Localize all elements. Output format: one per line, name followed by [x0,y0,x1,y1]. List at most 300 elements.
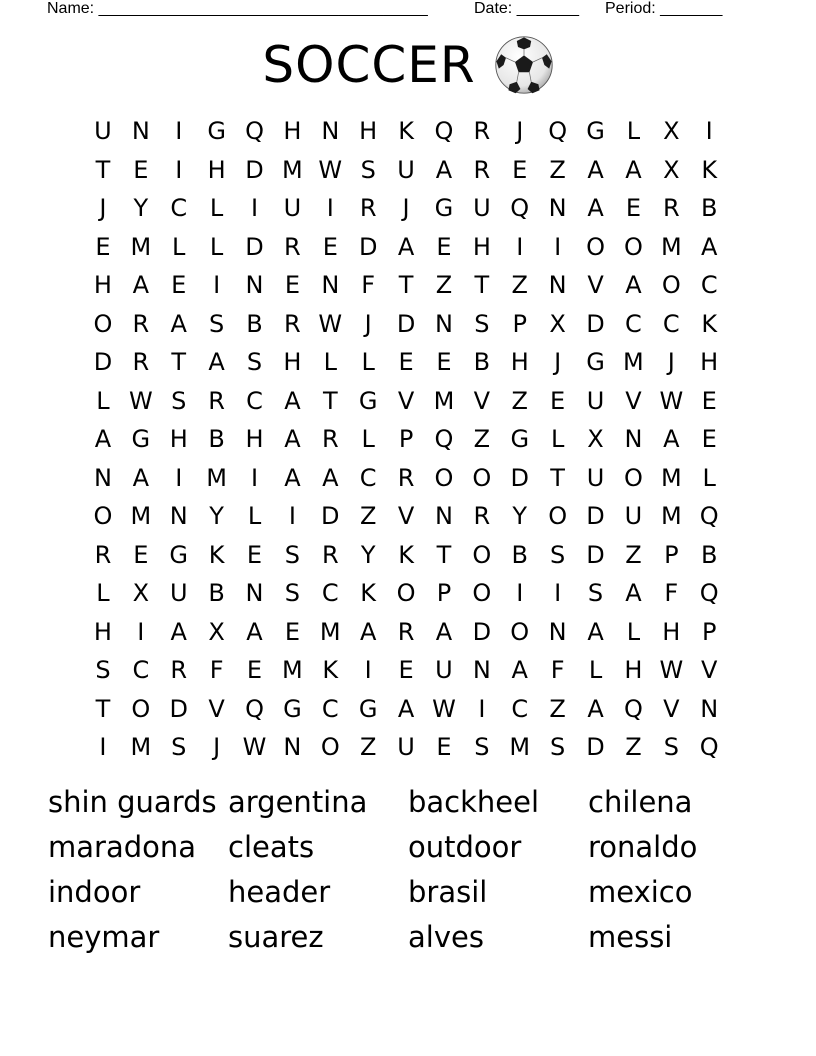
grid-letter[interactable]: R [132,348,150,377]
grid-letter[interactable]: E [701,425,717,454]
grid-letter[interactable]: Y [209,502,224,531]
grid-letter[interactable]: Q [699,579,719,608]
grid-letter[interactable]: C [359,463,377,492]
grid-letter[interactable]: E [171,271,187,300]
grid-letter[interactable]: G [434,194,454,223]
grid-letter[interactable]: K [322,656,339,685]
grid-letter[interactable]: S [171,386,187,415]
grid-letter[interactable]: N [245,271,264,300]
grid-letter[interactable]: A [94,425,112,454]
grid-letter[interactable]: A [397,694,415,723]
grid-letter[interactable]: K [208,540,225,569]
grid-letter[interactable]: A [625,271,642,300]
grid-letter[interactable]: M [660,463,682,492]
grid-letter[interactable]: Z [473,425,491,454]
grid-letter[interactable]: I [516,579,524,608]
grid-letter[interactable]: R [284,309,301,338]
grid-letter[interactable]: P [664,540,679,569]
grid-letter[interactable]: E [133,155,149,184]
grid-letter[interactable]: C [132,656,150,685]
grid-letter[interactable]: M [130,502,152,531]
grid-letter[interactable]: U [169,579,188,608]
grid-letter[interactable]: L [172,232,186,261]
grid-letter[interactable]: Z [625,540,642,569]
grid-letter[interactable]: Z [549,155,566,184]
grid-letter[interactable]: H [700,348,719,377]
grid-letter[interactable]: A [132,463,150,492]
grid-letter[interactable]: G [207,117,226,146]
grid-letter[interactable]: E [322,232,338,261]
grid-letter[interactable]: J [402,194,410,223]
grid-letter[interactable]: A [663,425,680,454]
grid-letter[interactable]: A [170,309,187,338]
grid-letter[interactable]: S [95,656,111,685]
grid-letter[interactable]: A [587,155,604,184]
grid-letter[interactable]: T [474,271,490,300]
grid-letter[interactable]: I [175,117,183,146]
grid-row [84,690,734,729]
grid-letter[interactable]: G [358,386,378,415]
grid-letter[interactable]: Z [359,502,377,531]
grid-letter[interactable]: I [250,194,259,223]
grid-letter[interactable]: D [586,540,605,569]
grid-letter[interactable]: S [587,579,604,608]
grid-letter[interactable]: I [364,656,372,685]
grid-letter[interactable]: X [549,309,566,338]
grid-letter[interactable]: E [625,194,641,223]
grid-letter[interactable]: Q [245,117,264,146]
grid-letter[interactable]: D [245,155,264,184]
grid-letter[interactable]: A [587,694,604,723]
grid-letter[interactable]: N [321,117,340,146]
grid-letter[interactable]: L [361,348,375,377]
grid-letter[interactable]: I [137,617,145,646]
grid-letter[interactable]: T [398,271,414,300]
grid-letter[interactable]: Y [360,540,376,569]
grid-letter[interactable]: S [209,309,225,338]
grid-letter[interactable]: R [284,232,301,261]
grid-letter[interactable]: T [95,694,111,723]
grid-letter[interactable]: V [587,271,604,300]
grid-letter[interactable]: B [511,540,528,569]
grid-letter[interactable]: F [664,579,679,608]
grid-letter[interactable]: O [472,579,492,608]
grid-letter[interactable]: M [319,617,341,646]
grid-letter[interactable]: H [624,656,643,685]
grid-letter[interactable]: X [663,155,680,184]
grid-letter[interactable]: V [625,386,642,415]
word-search-grid [84,112,734,767]
grid-letter[interactable]: L [550,425,565,454]
grid-letter[interactable]: H [283,348,302,377]
grid-letter[interactable]: A [587,194,604,223]
grid-letter[interactable]: R [94,540,112,569]
grid-letter[interactable]: E [246,540,263,569]
grid-letter[interactable]: D [586,309,605,338]
grid-letter[interactable]: I [516,232,524,261]
grid-letter[interactable]: B [700,540,718,569]
grid-letter[interactable]: C [625,309,642,338]
grid-letter[interactable]: M [206,463,227,492]
grid-letter[interactable]: A [511,656,528,685]
grid-letter[interactable]: L [209,232,224,261]
grid-letter[interactable]: U [397,155,415,184]
grid-letter[interactable]: O [472,463,492,492]
grid-letter[interactable]: S [284,579,301,608]
grid-letter[interactable]: Y [512,502,528,531]
grid-letter[interactable]: B [208,579,225,608]
grid-letter[interactable]: J [364,309,372,338]
grid-letter[interactable]: H [510,348,529,377]
grid-letter[interactable]: O [661,271,681,300]
grid-letter[interactable]: E [133,540,149,569]
grid-letter[interactable]: L [323,348,337,377]
grid-letter[interactable]: N [548,271,567,300]
grid-letter[interactable]: H [93,271,112,300]
grid-letter[interactable]: E [398,348,414,377]
grid-letter[interactable]: Y [133,194,149,223]
grid-letter[interactable]: R [321,425,339,454]
grid-letter[interactable]: N [93,463,112,492]
grid-letter[interactable]: I [288,502,296,531]
name-field: Name: _____________________________________ [47,0,428,17]
grid-letter[interactable]: E [284,271,300,300]
grid-letter[interactable]: U [94,117,112,146]
grid-letter[interactable]: E [512,155,528,184]
grid-letter[interactable]: I [250,463,259,492]
grid-letter[interactable]: J [554,348,562,377]
grid-letter[interactable]: O [623,463,643,492]
grid-letter[interactable]: F [550,656,565,685]
grid-letter[interactable]: G [586,117,605,146]
grid-letter[interactable]: P [436,579,452,608]
grid-letter[interactable]: C [700,271,718,300]
grid-letter[interactable]: T [550,463,565,492]
grid-letter[interactable]: M [282,656,303,685]
grid-letter[interactable]: D [93,348,113,377]
grid-letter[interactable]: H [359,117,378,146]
grid-letter[interactable]: C [170,194,188,223]
grid-letter[interactable]: K [398,117,414,146]
grid-letter[interactable]: O [623,232,643,261]
grid-letter[interactable]: A [284,425,301,454]
grid-letter[interactable]: D [245,232,264,261]
grid-letter[interactable]: G [586,348,605,377]
grid-letter[interactable]: V [397,386,415,415]
grid-letter[interactable]: X [663,117,680,146]
grid-letter[interactable]: E [398,656,414,685]
grid-letter[interactable]: O [396,579,416,608]
grid-letter[interactable]: N [283,733,302,762]
grid-row [84,651,734,690]
grid-letter[interactable]: X [587,425,604,454]
grid-letter[interactable]: N [434,502,453,531]
grid-letter[interactable]: C [321,579,339,608]
grid-row [84,420,734,459]
grid-letter[interactable]: V [663,694,680,723]
grid-letter[interactable]: R [170,656,188,685]
grid-letter[interactable]: Z [435,271,453,300]
grid-letter[interactable]: Q [434,117,454,146]
grid-letter[interactable]: E [436,232,452,261]
grid-letter[interactable]: A [435,155,453,184]
grid-letter[interactable]: O [320,733,340,762]
grid-letter[interactable]: H [93,617,112,646]
grid-letter[interactable]: A [284,386,301,415]
grid-letter[interactable]: M [660,502,682,531]
word-bank-item: outdoor [408,830,522,864]
grid-letter[interactable]: J [516,117,524,146]
grid-letter[interactable]: C [321,694,339,723]
grid-letter[interactable]: R [473,502,491,531]
grid-letter[interactable]: S [474,733,490,762]
grid-letter[interactable]: M [509,733,531,762]
grid-letter[interactable]: P [512,309,527,338]
grid-letter[interactable]: V [700,656,718,685]
grid-letter[interactable]: C [511,694,529,723]
grid-letter[interactable]: A [132,271,150,300]
word-bank-item: backheel [408,785,540,819]
grid-letter[interactable]: D [358,232,378,261]
grid-letter[interactable]: G [358,694,378,723]
grid-letter[interactable]: T [322,386,338,415]
grid-letter[interactable]: E [436,733,452,762]
grid-letter[interactable]: S [474,309,490,338]
grid-letter[interactable]: R [397,617,415,646]
grid-letter[interactable]: N [434,309,453,338]
grid-letter[interactable]: N [624,425,643,454]
grid-letter[interactable]: D [169,694,188,723]
grid-letter[interactable]: Q [510,194,530,223]
grid-letter[interactable]: H [472,232,491,261]
word-bank-item: suarez [228,920,324,954]
grid-letter[interactable]: L [626,617,641,646]
grid-letter[interactable]: U [397,733,415,762]
grid-letter[interactable]: N [548,617,567,646]
grid-letter[interactable]: Q [699,502,719,531]
grid-letter[interactable]: Z [511,386,528,415]
grid-letter[interactable]: S [550,733,566,762]
grid-letter[interactable]: I [175,155,183,184]
grid-letter[interactable]: Q [623,694,643,723]
grid-letter[interactable]: M [660,232,682,261]
grid-letter[interactable]: I [478,694,486,723]
grid-letter[interactable]: K [701,155,718,184]
grid-letter[interactable]: Z [511,271,528,300]
grid-letter[interactable]: V [473,386,491,415]
grid-letter[interactable]: D [396,309,416,338]
grid-letter[interactable]: H [207,155,226,184]
grid-letter[interactable]: Q [245,694,264,723]
grid-letter[interactable]: H [283,117,302,146]
grid-letter[interactable]: A [625,579,642,608]
grid-letter[interactable]: L [209,194,224,223]
grid-letter[interactable]: P [701,617,717,646]
grid-letter[interactable]: O [548,502,568,531]
grid-letter[interactable]: B [700,194,718,223]
grid-letter[interactable]: D [510,463,529,492]
grid-letter[interactable]: N [169,502,188,531]
grid-letter[interactable]: W [659,656,684,685]
grid-letter[interactable]: Q [548,117,568,146]
grid-letter[interactable]: N [131,117,150,146]
grid-letter[interactable]: R [208,386,225,415]
grid-letter[interactable]: I [554,579,562,608]
grid-letter[interactable]: C [662,309,680,338]
grid-letter[interactable]: O [93,309,113,338]
grid-letter[interactable]: T [95,155,111,184]
grid-letter[interactable]: B [246,309,263,338]
grid-letter[interactable]: S [550,540,566,569]
grid-letter[interactable]: A [170,617,187,646]
grid-letter[interactable]: L [588,656,603,685]
grid-letter[interactable]: W [659,386,684,415]
grid-letter[interactable]: Q [434,425,454,454]
grid-letter[interactable]: K [398,540,414,569]
grid-letter[interactable]: W [318,309,343,338]
grid-letter[interactable]: K [701,309,718,338]
grid-letter[interactable]: A [322,463,339,492]
grid-letter[interactable]: W [128,386,153,415]
grid-letter[interactable]: W [242,733,267,762]
grid-letter[interactable]: R [473,117,491,146]
grid-letter[interactable]: G [131,425,151,454]
grid-letter[interactable]: Z [359,733,377,762]
grid-letter[interactable]: M [623,348,644,377]
grid-letter[interactable]: I [705,117,713,146]
grid-letter[interactable]: Z [549,694,566,723]
grid-letter[interactable]: A [284,463,301,492]
grid-letter[interactable]: I [554,232,562,261]
grid-letter[interactable]: M [433,386,455,415]
grid-letter[interactable]: A [587,617,604,646]
grid-letter[interactable]: O [434,463,454,492]
grid-letter[interactable]: C [246,386,263,415]
grid-letter[interactable]: L [96,386,110,415]
grid-letter[interactable]: O [510,617,530,646]
grid-letter[interactable]: U [435,656,453,685]
grid-letter[interactable]: I [175,463,183,492]
grid-letter[interactable]: O [586,232,605,261]
grid-letter[interactable]: E [284,617,300,646]
grid-letter[interactable]: T [171,348,187,377]
grid-letter[interactable]: A [397,232,415,261]
grid-letter[interactable]: E [95,232,111,261]
grid-letter[interactable]: A [700,232,718,261]
grid-letter[interactable]: M [130,232,152,261]
grid-letter[interactable]: O [93,502,113,531]
grid-letter[interactable]: B [473,348,491,377]
grid-letter[interactable]: L [626,117,641,146]
grid-letter[interactable]: S [284,540,301,569]
grid-letter[interactable]: L [702,463,716,492]
grid-letter[interactable]: R [321,540,339,569]
grid-letter[interactable]: I [326,194,334,223]
grid-letter[interactable]: M [282,155,303,184]
period-field: Period: _______ [605,0,723,17]
grid-letter[interactable]: V [397,502,415,531]
grid-letter[interactable]: U [586,386,605,415]
grid-letter[interactable]: D [321,502,340,531]
grid-letter[interactable]: L [96,579,110,608]
grid-letter[interactable]: N [321,271,340,300]
grid-letter[interactable]: Z [625,733,642,762]
grid-letter[interactable]: A [208,348,225,377]
grid-letter[interactable]: K [360,579,377,608]
grid-letter[interactable]: T [436,540,452,569]
grid-letter[interactable]: G [283,694,302,723]
grid-letter[interactable]: R [662,194,680,223]
grid-letter[interactable]: U [586,463,605,492]
grid-letter[interactable]: E [436,348,452,377]
grid-letter[interactable]: U [624,502,643,531]
grid-letter[interactable]: A [246,617,263,646]
grid-letter[interactable]: F [361,271,376,300]
grid-letter[interactable]: S [246,348,263,377]
grid-letter[interactable]: B [208,425,225,454]
grid-letter[interactable]: U [283,194,302,223]
grid-letter[interactable]: Q [699,733,719,762]
grid-letter[interactable]: V [208,694,225,723]
grid-letter[interactable]: E [246,656,263,685]
grid-letter[interactable]: R [473,155,491,184]
grid-letter[interactable]: O [472,540,492,569]
grid-letter[interactable]: S [171,733,187,762]
grid-letter[interactable]: S [663,733,679,762]
grid-letter[interactable]: R [359,194,377,223]
grid-letter[interactable]: D [586,733,605,762]
grid-letter[interactable]: E [701,386,717,415]
grid-letter[interactable]: R [397,463,415,492]
grid-letter[interactable]: A [625,155,642,184]
grid-letter[interactable]: A [435,617,453,646]
grid-letter[interactable]: G [169,540,189,569]
grid-letter[interactable]: U [473,194,491,223]
grid-letter[interactable]: N [548,194,567,223]
grid-letter[interactable]: X [208,617,225,646]
grid-letter[interactable]: I [213,271,221,300]
grid-letter[interactable]: N [245,579,264,608]
grid-letter[interactable]: H [169,425,188,454]
grid-letter[interactable]: J [667,348,675,377]
word-bank-item: alves [408,920,484,954]
grid-letter[interactable]: N [472,656,491,685]
grid-letter[interactable]: W [432,694,456,723]
grid-letter[interactable]: H [662,617,681,646]
grid-letter[interactable]: P [398,425,414,454]
grid-letter[interactable]: S [360,155,376,184]
grid-letter[interactable]: A [359,617,377,646]
grid-letter[interactable]: G [510,425,530,454]
grid-letter[interactable]: J [99,194,107,223]
grid-letter[interactable]: X [132,579,150,608]
grid-letter[interactable]: H [245,425,264,454]
grid-row [84,497,734,536]
grid-letter[interactable]: I [99,733,107,762]
grid-letter[interactable]: M [130,733,152,762]
grid-letter[interactable]: N [700,694,719,723]
grid-letter[interactable]: L [361,425,375,454]
grid-letter[interactable]: W [318,155,343,184]
grid-letter[interactable]: L [247,502,262,531]
grid-letter[interactable]: O [131,694,151,723]
grid-letter[interactable]: E [550,386,566,415]
grid-letter[interactable]: F [209,656,224,685]
grid-letter[interactable]: R [132,309,150,338]
grid-letter[interactable]: D [586,502,605,531]
grid-letter[interactable]: D [472,617,492,646]
grid-letter[interactable]: J [213,733,221,762]
